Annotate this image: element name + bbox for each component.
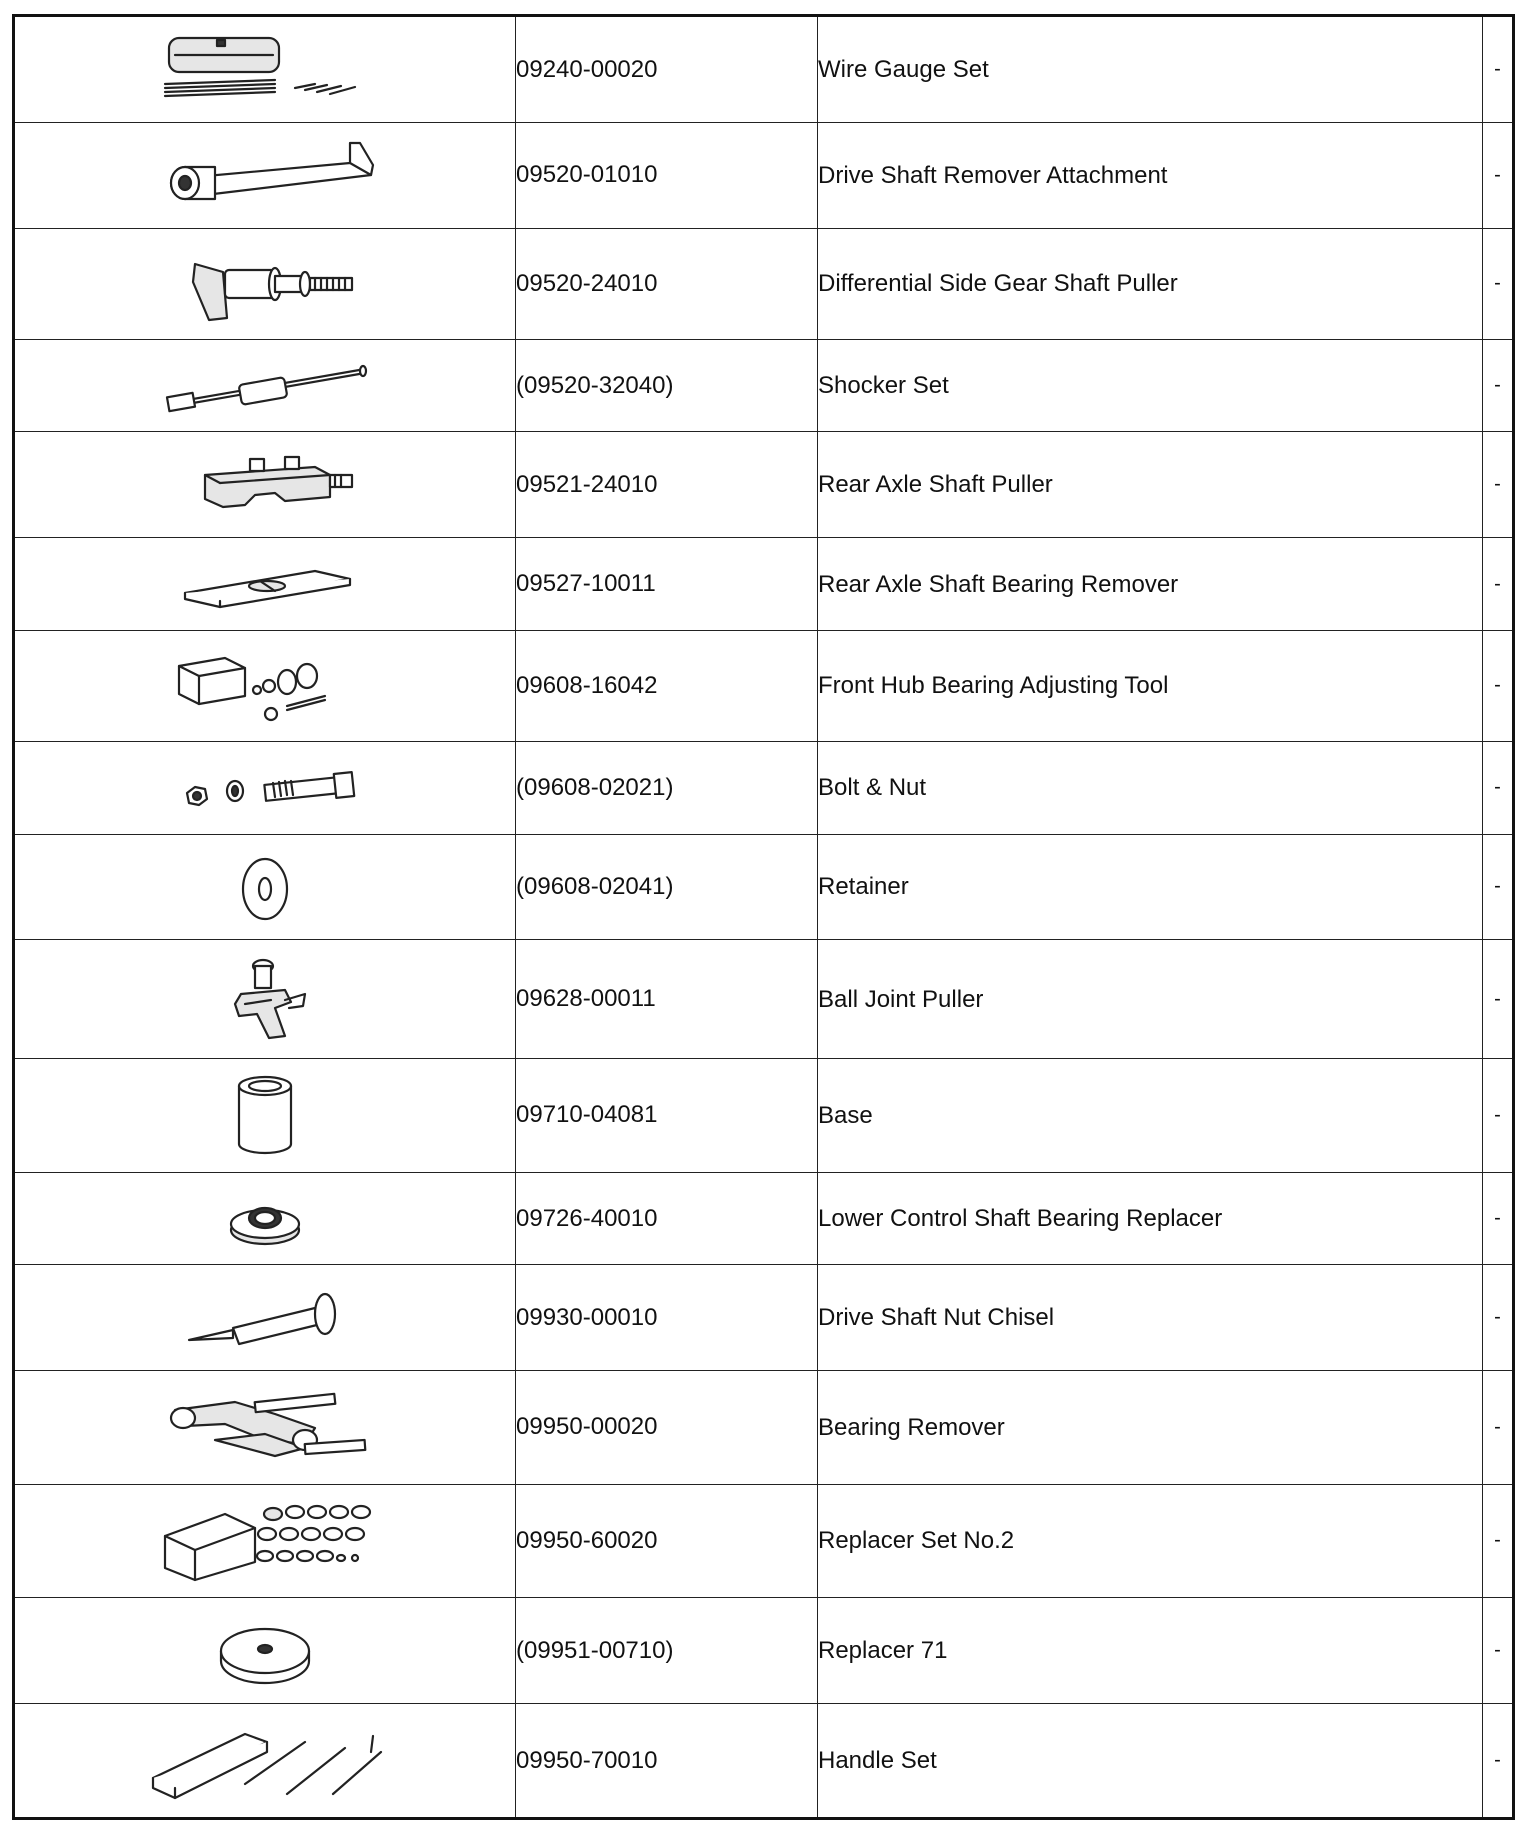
table-row bbox=[14, 1371, 1514, 1485]
table-row bbox=[14, 1265, 1514, 1371]
note-cell: - bbox=[1483, 123, 1514, 229]
tool-name: Replacer 71 bbox=[818, 1598, 1483, 1704]
tool-illustration-cell bbox=[14, 834, 516, 940]
note-cell: - bbox=[1483, 834, 1514, 940]
table-row bbox=[14, 741, 1514, 834]
note-cell: - bbox=[1483, 432, 1514, 538]
tool-name: Drive Shaft Nut Chisel bbox=[818, 1265, 1483, 1371]
part-number: 09520-24010 bbox=[516, 228, 818, 339]
tool-name: Base bbox=[818, 1059, 1483, 1173]
tool-illustration-cell bbox=[14, 538, 516, 631]
tool-illustration-cell bbox=[14, 339, 516, 432]
table-row bbox=[14, 630, 1514, 741]
note-cell: - bbox=[1483, 228, 1514, 339]
table-row bbox=[14, 1484, 1514, 1598]
tool-name: Rear Axle Shaft Bearing Remover bbox=[818, 538, 1483, 631]
tool-illustration-cell bbox=[14, 741, 516, 834]
tool-name: Drive Shaft Remover Attachment bbox=[818, 123, 1483, 229]
tool-illustration-cell bbox=[14, 630, 516, 741]
table-row bbox=[14, 940, 1514, 1059]
note-cell: - bbox=[1483, 339, 1514, 432]
part-number: 09520-01010 bbox=[516, 123, 818, 229]
wire-gauge-set-icon bbox=[15, 30, 515, 110]
table-row bbox=[14, 1059, 1514, 1173]
bearing-remover-icon bbox=[15, 1384, 515, 1470]
tool-illustration-cell bbox=[14, 123, 516, 229]
note-cell: - bbox=[1483, 940, 1514, 1059]
tool-illustration-cell bbox=[14, 1704, 516, 1819]
tool-name: Bolt & Nut bbox=[818, 741, 1483, 834]
part-number: 09608-16042 bbox=[516, 630, 818, 741]
table-row bbox=[14, 834, 1514, 940]
tool-illustration-cell bbox=[14, 16, 516, 123]
tool-illustration-cell bbox=[14, 432, 516, 538]
part-number: 09930-00010 bbox=[516, 1265, 818, 1371]
tool-illustration-cell bbox=[14, 1371, 516, 1485]
bearing-remover-plate-icon bbox=[15, 549, 515, 619]
part-number: 09950-60020 bbox=[516, 1484, 818, 1598]
table-row bbox=[14, 123, 1514, 229]
bearing-replacer-ring-icon bbox=[15, 1184, 515, 1254]
tool-illustration-cell bbox=[14, 1172, 516, 1265]
part-number: 09710-04081 bbox=[516, 1059, 818, 1173]
tool-name: Front Hub Bearing Adjusting Tool bbox=[818, 630, 1483, 741]
part-number: 09240-00020 bbox=[516, 16, 818, 123]
table-row bbox=[14, 16, 1514, 123]
part-number: 09521-24010 bbox=[516, 432, 818, 538]
retainer-washer-icon bbox=[15, 847, 515, 927]
rear-axle-shaft-puller-icon bbox=[15, 445, 515, 525]
tool-name: Ball Joint Puller bbox=[818, 940, 1483, 1059]
tool-name: Bearing Remover bbox=[818, 1371, 1483, 1485]
replacer-set-icon bbox=[15, 1498, 515, 1584]
note-cell: - bbox=[1483, 1059, 1514, 1173]
note-cell: - bbox=[1483, 1704, 1514, 1819]
part-number: (09951-00710) bbox=[516, 1598, 818, 1704]
table-row bbox=[14, 228, 1514, 339]
tool-name: Lower Control Shaft Bearing Replacer bbox=[818, 1172, 1483, 1265]
nut-chisel-icon bbox=[15, 1278, 515, 1358]
tool-name: Shocker Set bbox=[818, 339, 1483, 432]
part-number: 09628-00011 bbox=[516, 940, 818, 1059]
replacer-disc-icon bbox=[15, 1611, 515, 1691]
tool-illustration-cell bbox=[14, 1059, 516, 1173]
note-cell: - bbox=[1483, 741, 1514, 834]
note-cell: - bbox=[1483, 1484, 1514, 1598]
tool-illustration-cell bbox=[14, 1598, 516, 1704]
side-gear-shaft-puller-icon bbox=[15, 242, 515, 326]
handle-set-icon bbox=[15, 1718, 515, 1804]
part-number: 09527-10011 bbox=[516, 538, 818, 631]
note-cell: - bbox=[1483, 1371, 1514, 1485]
tool-name: Wire Gauge Set bbox=[818, 16, 1483, 123]
note-cell: - bbox=[1483, 1172, 1514, 1265]
table-row bbox=[14, 1598, 1514, 1704]
base-cylinder-icon bbox=[15, 1072, 515, 1158]
table-row bbox=[14, 432, 1514, 538]
part-number: 09950-00020 bbox=[516, 1371, 818, 1485]
tool-name: Retainer bbox=[818, 834, 1483, 940]
note-cell: - bbox=[1483, 1598, 1514, 1704]
tool-illustration-cell bbox=[14, 228, 516, 339]
table-row bbox=[14, 1172, 1514, 1265]
tool-illustration-cell bbox=[14, 1265, 516, 1371]
part-number: 09726-40010 bbox=[516, 1172, 818, 1265]
note-cell: - bbox=[1483, 16, 1514, 123]
tool-name: Handle Set bbox=[818, 1704, 1483, 1819]
tool-illustration-cell bbox=[14, 940, 516, 1059]
table-row bbox=[14, 1704, 1514, 1819]
table-row bbox=[14, 339, 1514, 432]
tool-name: Replacer Set No.2 bbox=[818, 1484, 1483, 1598]
tool-illustration-cell bbox=[14, 1484, 516, 1598]
part-number: (09520-32040) bbox=[516, 339, 818, 432]
note-cell: - bbox=[1483, 630, 1514, 741]
tool-name: Differential Side Gear Shaft Puller bbox=[818, 228, 1483, 339]
shocker-set-icon bbox=[15, 351, 515, 421]
special-tools-table bbox=[12, 14, 1515, 1820]
part-number: (09608-02041) bbox=[516, 834, 818, 940]
ball-joint-puller-icon bbox=[15, 954, 515, 1044]
hub-bearing-adjusting-tool-icon bbox=[15, 644, 515, 728]
part-number: 09950-70010 bbox=[516, 1704, 818, 1819]
tool-name: Rear Axle Shaft Puller bbox=[818, 432, 1483, 538]
drive-shaft-remover-attachment-icon bbox=[15, 135, 515, 215]
bolt-and-nut-icon bbox=[15, 753, 515, 823]
note-cell: - bbox=[1483, 538, 1514, 631]
table-row bbox=[14, 538, 1514, 631]
part-number: (09608-02021) bbox=[516, 741, 818, 834]
note-cell: - bbox=[1483, 1265, 1514, 1371]
